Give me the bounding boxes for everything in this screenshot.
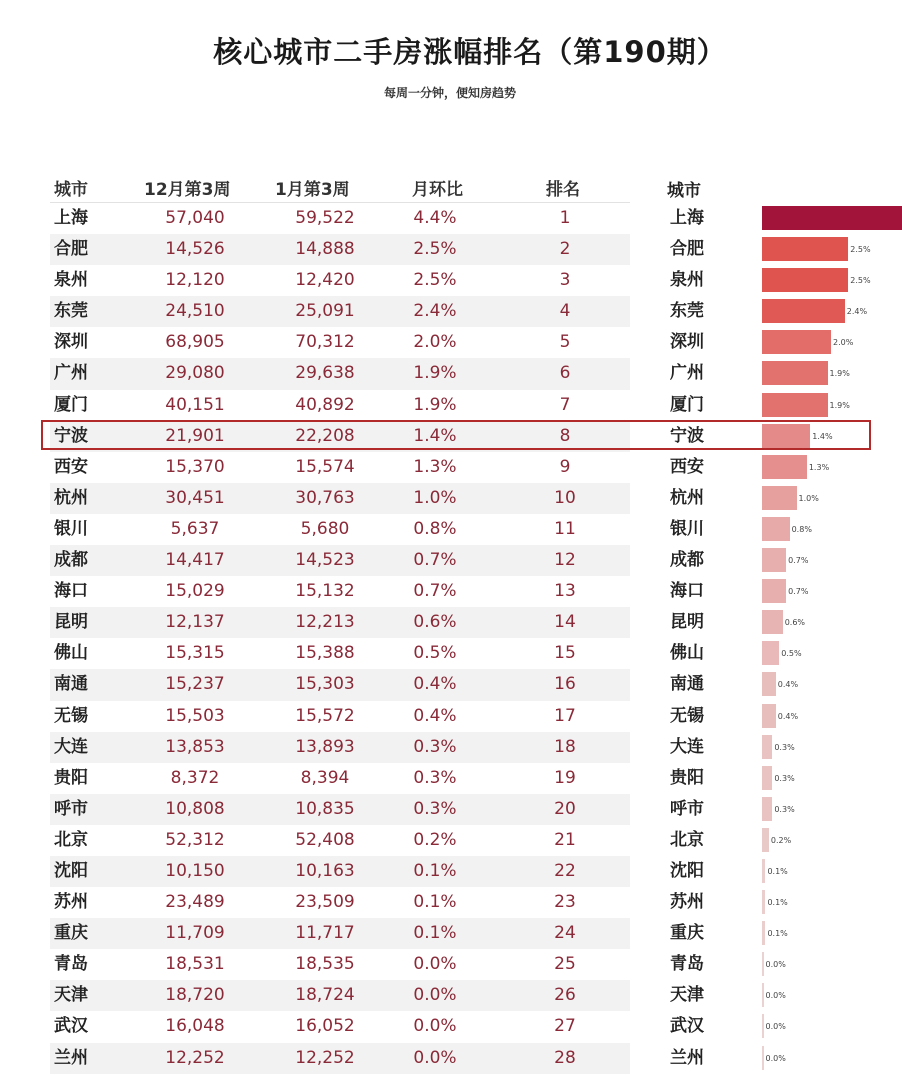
cell-rank: 20 xyxy=(554,798,576,819)
cell-mom: 0.5% xyxy=(413,643,457,664)
bar-city-label: 天津 xyxy=(670,985,704,1006)
cell-rank: 1 xyxy=(559,208,571,228)
bar-row xyxy=(660,980,902,1011)
cell-city: 海口 xyxy=(54,581,88,602)
bar-value-label: 0.4% xyxy=(777,711,799,721)
table-row xyxy=(50,638,630,669)
cell-mom: 1.0% xyxy=(413,487,457,508)
cell-jan-price: 15,388 xyxy=(295,643,355,664)
cell-dec-price: 12,120 xyxy=(165,270,225,291)
table-row xyxy=(50,794,630,825)
cell-city: 泉州 xyxy=(54,270,88,291)
cell-rank: 3 xyxy=(559,270,571,291)
bar-value-label: 1.9% xyxy=(829,369,850,379)
cell-city: 武汉 xyxy=(54,1016,88,1037)
cell-mom: 1.9% xyxy=(413,394,457,415)
table-row xyxy=(50,1043,630,1074)
cell-dec-price: 15,503 xyxy=(165,705,225,726)
cell-dec-price: 18,531 xyxy=(165,954,225,975)
cell-dec-price: 15,029 xyxy=(165,581,225,602)
bar-row xyxy=(660,483,902,514)
bar-row xyxy=(660,234,902,265)
bar-row xyxy=(660,358,902,389)
bar-city-label: 银川 xyxy=(670,518,704,539)
cell-city: 成都 xyxy=(54,550,88,571)
cell-dec-price: 12,252 xyxy=(165,1047,225,1068)
cell-city: 东莞 xyxy=(54,301,88,322)
cell-mom: 1.4% xyxy=(413,425,457,446)
cell-dec-price: 11,709 xyxy=(165,923,225,944)
cell-city: 厦门 xyxy=(54,394,88,415)
cell-jan-price: 59,522 xyxy=(295,208,355,228)
cell-dec-price: 15,237 xyxy=(165,674,225,695)
cell-jan-price: 8,394 xyxy=(300,767,350,788)
cell-rank: 7 xyxy=(559,394,571,415)
cell-mom: 0.0% xyxy=(413,1047,457,1068)
bar xyxy=(762,393,828,417)
cell-rank: 18 xyxy=(554,736,576,757)
highlight-box xyxy=(41,420,871,450)
bar-city-label: 广州 xyxy=(670,363,704,384)
bar-city-label: 北京 xyxy=(670,829,704,850)
cell-city: 呼市 xyxy=(54,798,88,819)
cell-city: 上海 xyxy=(54,208,88,228)
cell-rank: 28 xyxy=(554,1047,576,1068)
table-row xyxy=(50,763,630,794)
cell-city: 宁波 xyxy=(54,425,88,446)
table-row xyxy=(50,390,630,421)
bar-city-label: 兰州 xyxy=(670,1047,704,1068)
cell-jan-price: 12,213 xyxy=(295,612,355,633)
cell-mom: 0.3% xyxy=(413,736,457,757)
bar xyxy=(762,704,776,728)
cell-rank: 12 xyxy=(554,550,576,571)
bar xyxy=(762,766,772,790)
header-rank: 排名 xyxy=(546,180,580,200)
bar-value-label: 0.2% xyxy=(770,835,792,845)
cell-rank: 14 xyxy=(554,612,576,633)
cell-dec-price: 24,510 xyxy=(165,301,225,322)
bar-row xyxy=(660,794,902,825)
bar-value-label: 1.4% xyxy=(812,431,833,441)
cell-rank: 21 xyxy=(554,829,576,850)
table-row xyxy=(50,669,630,700)
cell-dec-price: 14,526 xyxy=(165,239,225,260)
table-row xyxy=(50,732,630,763)
table-row xyxy=(50,234,630,265)
cell-rank: 2 xyxy=(559,239,571,260)
bar-city-label: 海口 xyxy=(670,581,704,602)
cell-jan-price: 15,132 xyxy=(295,581,355,602)
cell-jan-price: 12,420 xyxy=(295,270,355,291)
bar-city-label: 厦门 xyxy=(670,394,704,415)
table-row xyxy=(50,327,630,358)
header-city: 城市 xyxy=(54,180,88,200)
bar-city-label: 成都 xyxy=(670,550,704,571)
bar-value-label: 2.5% xyxy=(850,245,871,255)
bar xyxy=(762,455,807,479)
bar-chart-header: 城市 xyxy=(667,181,701,201)
cell-jan-price: 11,717 xyxy=(295,923,355,944)
cell-mom: 1.9% xyxy=(413,363,457,384)
cell-jan-price: 15,574 xyxy=(295,456,355,477)
cell-city: 杭州 xyxy=(54,487,88,508)
cell-mom: 0.3% xyxy=(413,798,457,819)
cell-mom: 0.7% xyxy=(413,581,457,602)
bar-row xyxy=(660,763,902,794)
cell-dec-price: 18,720 xyxy=(165,985,225,1006)
cell-rank: 23 xyxy=(554,892,576,913)
bar-city-label: 武汉 xyxy=(670,1016,704,1037)
cell-rank: 19 xyxy=(554,767,576,788)
cell-city: 苏州 xyxy=(54,892,88,913)
cell-mom: 0.0% xyxy=(413,985,457,1006)
bar-row xyxy=(660,949,902,980)
cell-jan-price: 10,163 xyxy=(295,860,355,881)
table-row xyxy=(50,296,630,327)
bar-city-label: 杭州 xyxy=(670,487,704,508)
header-mom: 月环比 xyxy=(412,180,463,200)
bar-row xyxy=(660,732,902,763)
bar-value-label: 0.5% xyxy=(781,649,802,659)
cell-mom: 0.4% xyxy=(413,674,457,695)
bar xyxy=(762,206,902,230)
cell-city: 佛山 xyxy=(54,643,88,664)
cell-mom: 0.6% xyxy=(413,612,457,633)
bar-value-label: 0.6% xyxy=(784,618,806,628)
cell-mom: 0.2% xyxy=(413,829,457,850)
cell-jan-price: 15,572 xyxy=(295,705,355,726)
cell-dec-price: 21,901 xyxy=(165,425,225,446)
bar-row xyxy=(660,638,902,669)
table-row xyxy=(50,825,630,856)
table-row xyxy=(50,856,630,887)
cell-city: 西安 xyxy=(54,456,88,477)
table-row xyxy=(50,514,630,545)
bar xyxy=(762,859,765,883)
bar-row xyxy=(660,203,902,234)
bar-row xyxy=(660,514,902,545)
cell-jan-price: 13,893 xyxy=(295,736,355,757)
cell-jan-price: 23,509 xyxy=(295,892,355,913)
table-body xyxy=(50,203,630,1074)
bar-chart xyxy=(660,203,902,1074)
cell-rank: 25 xyxy=(554,954,576,975)
cell-city: 青岛 xyxy=(54,954,88,975)
bar-city-label: 苏州 xyxy=(670,892,704,913)
cell-jan-price: 29,638 xyxy=(295,363,355,384)
bar xyxy=(762,1046,764,1070)
cell-jan-price: 25,091 xyxy=(295,301,355,322)
table-header xyxy=(50,171,630,203)
cell-rank: 26 xyxy=(554,985,576,1006)
cell-dec-price: 14,417 xyxy=(165,550,225,571)
cell-rank: 6 xyxy=(559,363,571,384)
table-row xyxy=(50,483,630,514)
bar-value-label: 0.1% xyxy=(767,866,788,876)
cell-dec-price: 10,150 xyxy=(165,860,225,881)
bar-value-label: 1.3% xyxy=(808,462,830,472)
bar-value-label: 2.4% xyxy=(846,307,868,317)
cell-dec-price: 23,489 xyxy=(165,892,225,913)
bar-row xyxy=(660,918,902,949)
cell-dec-price: 13,853 xyxy=(165,736,225,757)
cell-rank: 10 xyxy=(554,487,576,508)
bar-city-label: 沈阳 xyxy=(670,860,704,881)
cell-jan-price: 22,208 xyxy=(295,425,355,446)
bar xyxy=(762,486,797,510)
cell-jan-price: 12,252 xyxy=(295,1047,355,1068)
cell-rank: 15 xyxy=(554,643,576,664)
bar-value-label: 0.0% xyxy=(765,960,786,970)
cell-mom: 0.0% xyxy=(413,954,457,975)
cell-dec-price: 29,080 xyxy=(165,363,225,384)
bar-city-label: 重庆 xyxy=(670,923,704,944)
cell-jan-price: 10,835 xyxy=(295,798,355,819)
bar xyxy=(762,361,828,385)
bar-value-label: 2.5% xyxy=(850,276,871,286)
cell-dec-price: 30,451 xyxy=(165,487,225,508)
cell-mom: 0.1% xyxy=(413,892,457,913)
bar-value-label: 0.3% xyxy=(774,742,795,752)
bar xyxy=(762,952,764,976)
bar-value-label: 0.3% xyxy=(774,773,795,783)
bar-city-label: 泉州 xyxy=(670,270,704,291)
cell-city: 合肥 xyxy=(54,239,88,260)
bar-row xyxy=(660,856,902,887)
bar-row xyxy=(660,265,902,296)
bar-value-label: 1.9% xyxy=(829,400,850,410)
cell-mom: 2.5% xyxy=(413,239,457,260)
cell-mom: 0.4% xyxy=(413,705,457,726)
cell-city: 南通 xyxy=(54,674,88,695)
bar-city-label: 上海 xyxy=(670,208,704,228)
bar-row xyxy=(660,296,902,327)
bar-row xyxy=(660,327,902,358)
cell-dec-price: 8,372 xyxy=(170,767,220,788)
bar xyxy=(762,641,779,665)
bar-city-label: 佛山 xyxy=(670,643,704,664)
bar xyxy=(762,921,765,945)
bar xyxy=(762,517,790,541)
cell-dec-price: 5,637 xyxy=(170,518,220,539)
table-row xyxy=(50,918,630,949)
cell-city: 银川 xyxy=(54,518,88,539)
bar-value-label: 0.0% xyxy=(765,1022,786,1032)
bar-city-label: 南通 xyxy=(670,674,704,695)
cell-dec-price: 68,905 xyxy=(165,332,225,353)
cell-rank: 17 xyxy=(554,705,576,726)
bar xyxy=(762,797,772,821)
cell-city: 沈阳 xyxy=(54,860,88,881)
bar-city-label: 无锡 xyxy=(670,705,704,726)
bar xyxy=(762,890,765,914)
header-jan-week3: 1月第3周 xyxy=(275,180,350,200)
bar-value-label: 0.1% xyxy=(767,929,788,939)
cell-city: 广州 xyxy=(54,363,88,384)
bar-city-label: 合肥 xyxy=(670,239,704,260)
bar-value-label: 0.7% xyxy=(788,587,809,597)
cell-city: 深圳 xyxy=(54,332,88,353)
cell-jan-price: 30,763 xyxy=(295,487,355,508)
header-dec-week3: 12月第3周 xyxy=(144,180,231,200)
cell-jan-price: 18,535 xyxy=(295,954,355,975)
cell-city: 无锡 xyxy=(54,705,88,726)
cell-rank: 16 xyxy=(554,674,576,695)
cell-city: 重庆 xyxy=(54,923,88,944)
bar xyxy=(762,983,764,1007)
cell-dec-price: 16,048 xyxy=(165,1016,225,1037)
cell-rank: 11 xyxy=(554,518,576,539)
cell-jan-price: 18,724 xyxy=(295,985,355,1006)
bar-row xyxy=(660,1011,902,1042)
cell-dec-price: 15,370 xyxy=(165,456,225,477)
ranking-table xyxy=(50,171,630,1074)
bar-city-label: 贵阳 xyxy=(670,767,704,788)
table-row xyxy=(50,701,630,732)
cell-mom: 0.1% xyxy=(413,860,457,881)
table-row xyxy=(50,452,630,483)
bar xyxy=(762,735,772,759)
bar xyxy=(762,237,848,261)
bar-city-label: 青岛 xyxy=(670,954,704,975)
cell-mom: 2.0% xyxy=(413,332,457,353)
cell-rank: 27 xyxy=(554,1016,576,1037)
bar-row xyxy=(660,452,902,483)
cell-dec-price: 40,151 xyxy=(165,394,225,415)
cell-jan-price: 40,892 xyxy=(295,394,355,415)
bar-city-label: 西安 xyxy=(670,456,704,477)
table-row xyxy=(50,887,630,918)
bar-city-label: 宁波 xyxy=(670,425,704,446)
bar-city-label: 大连 xyxy=(670,736,704,757)
bar-value-label: 0.8% xyxy=(791,524,812,534)
bar-value-label: 2.0% xyxy=(833,338,854,348)
cell-mom: 0.8% xyxy=(413,518,457,539)
cell-mom: 4.4% xyxy=(413,208,457,228)
bar xyxy=(762,672,776,696)
bar-value-label: 0.4% xyxy=(777,680,799,690)
cell-dec-price: 57,040 xyxy=(165,208,225,228)
cell-dec-price: 15,315 xyxy=(165,643,225,664)
bar xyxy=(762,1014,764,1038)
bar xyxy=(762,330,831,354)
cell-jan-price: 14,523 xyxy=(295,550,355,571)
bar-value-label: 1.0% xyxy=(798,493,819,503)
cell-jan-price: 5,680 xyxy=(300,518,350,539)
table-row xyxy=(50,265,630,296)
bar xyxy=(762,579,786,603)
table-row xyxy=(50,576,630,607)
cell-mom: 0.3% xyxy=(413,767,457,788)
bar-city-label: 呼市 xyxy=(670,798,704,819)
bar-row xyxy=(660,1043,902,1074)
cell-rank: 5 xyxy=(559,332,571,353)
bar-row xyxy=(660,390,902,421)
cell-mom: 0.0% xyxy=(413,1016,457,1037)
cell-jan-price: 52,408 xyxy=(295,829,355,850)
bar-city-label: 东莞 xyxy=(670,301,704,322)
table-row xyxy=(50,358,630,389)
cell-jan-price: 14,888 xyxy=(295,239,355,260)
bar xyxy=(762,268,848,292)
bar-row xyxy=(660,887,902,918)
bar-value-label: 0.1% xyxy=(767,898,788,908)
bar-row xyxy=(660,701,902,732)
cell-jan-price: 15,303 xyxy=(295,674,355,695)
bar-row xyxy=(660,545,902,576)
bar xyxy=(762,828,769,852)
bar-city-label: 昆明 xyxy=(670,612,704,633)
bar-row xyxy=(660,669,902,700)
cell-jan-price: 70,312 xyxy=(295,332,355,353)
cell-city: 天津 xyxy=(54,985,88,1006)
bar-row xyxy=(660,607,902,638)
bar-value-label: 0.7% xyxy=(788,556,809,566)
cell-city: 北京 xyxy=(54,829,88,850)
cell-rank: 24 xyxy=(554,923,576,944)
bar xyxy=(762,610,783,634)
table-row xyxy=(50,1011,630,1042)
cell-rank: 4 xyxy=(559,301,571,322)
cell-mom: 2.5% xyxy=(413,270,457,291)
cell-rank: 22 xyxy=(554,860,576,881)
cell-dec-price: 12,137 xyxy=(165,612,225,633)
cell-jan-price: 16,052 xyxy=(295,1016,355,1037)
cell-city: 兰州 xyxy=(54,1047,88,1068)
cell-rank: 9 xyxy=(559,456,571,477)
cell-city: 昆明 xyxy=(54,612,88,633)
table-row xyxy=(50,545,630,576)
bar-value-label: 0.3% xyxy=(774,804,795,814)
cell-city: 贵阳 xyxy=(54,767,88,788)
cell-dec-price: 52,312 xyxy=(165,829,225,850)
cell-mom: 0.7% xyxy=(413,550,457,571)
bar-row xyxy=(660,576,902,607)
chart-subtitle: 每周一分钟，便知房趋势 xyxy=(383,86,516,100)
bar-value-label: 0.0% xyxy=(765,991,786,1001)
table-row xyxy=(50,203,630,234)
cell-mom: 0.1% xyxy=(413,923,457,944)
cell-city: 大连 xyxy=(54,736,88,757)
bar-row xyxy=(660,825,902,856)
bar xyxy=(762,548,786,572)
cell-dec-price: 10,808 xyxy=(165,798,225,819)
table-row xyxy=(50,607,630,638)
table-row xyxy=(50,980,630,1011)
cell-mom: 1.3% xyxy=(413,456,457,477)
cell-mom: 2.4% xyxy=(413,301,457,322)
bar-value-label: 0.0% xyxy=(765,1053,786,1063)
table-row xyxy=(50,949,630,980)
bar-city-label: 深圳 xyxy=(670,332,704,353)
bar xyxy=(762,299,845,323)
cell-rank: 13 xyxy=(554,581,576,602)
cell-rank: 8 xyxy=(559,425,571,446)
chart-title: 核心城市二手房涨幅排名（第190期） xyxy=(213,35,727,69)
